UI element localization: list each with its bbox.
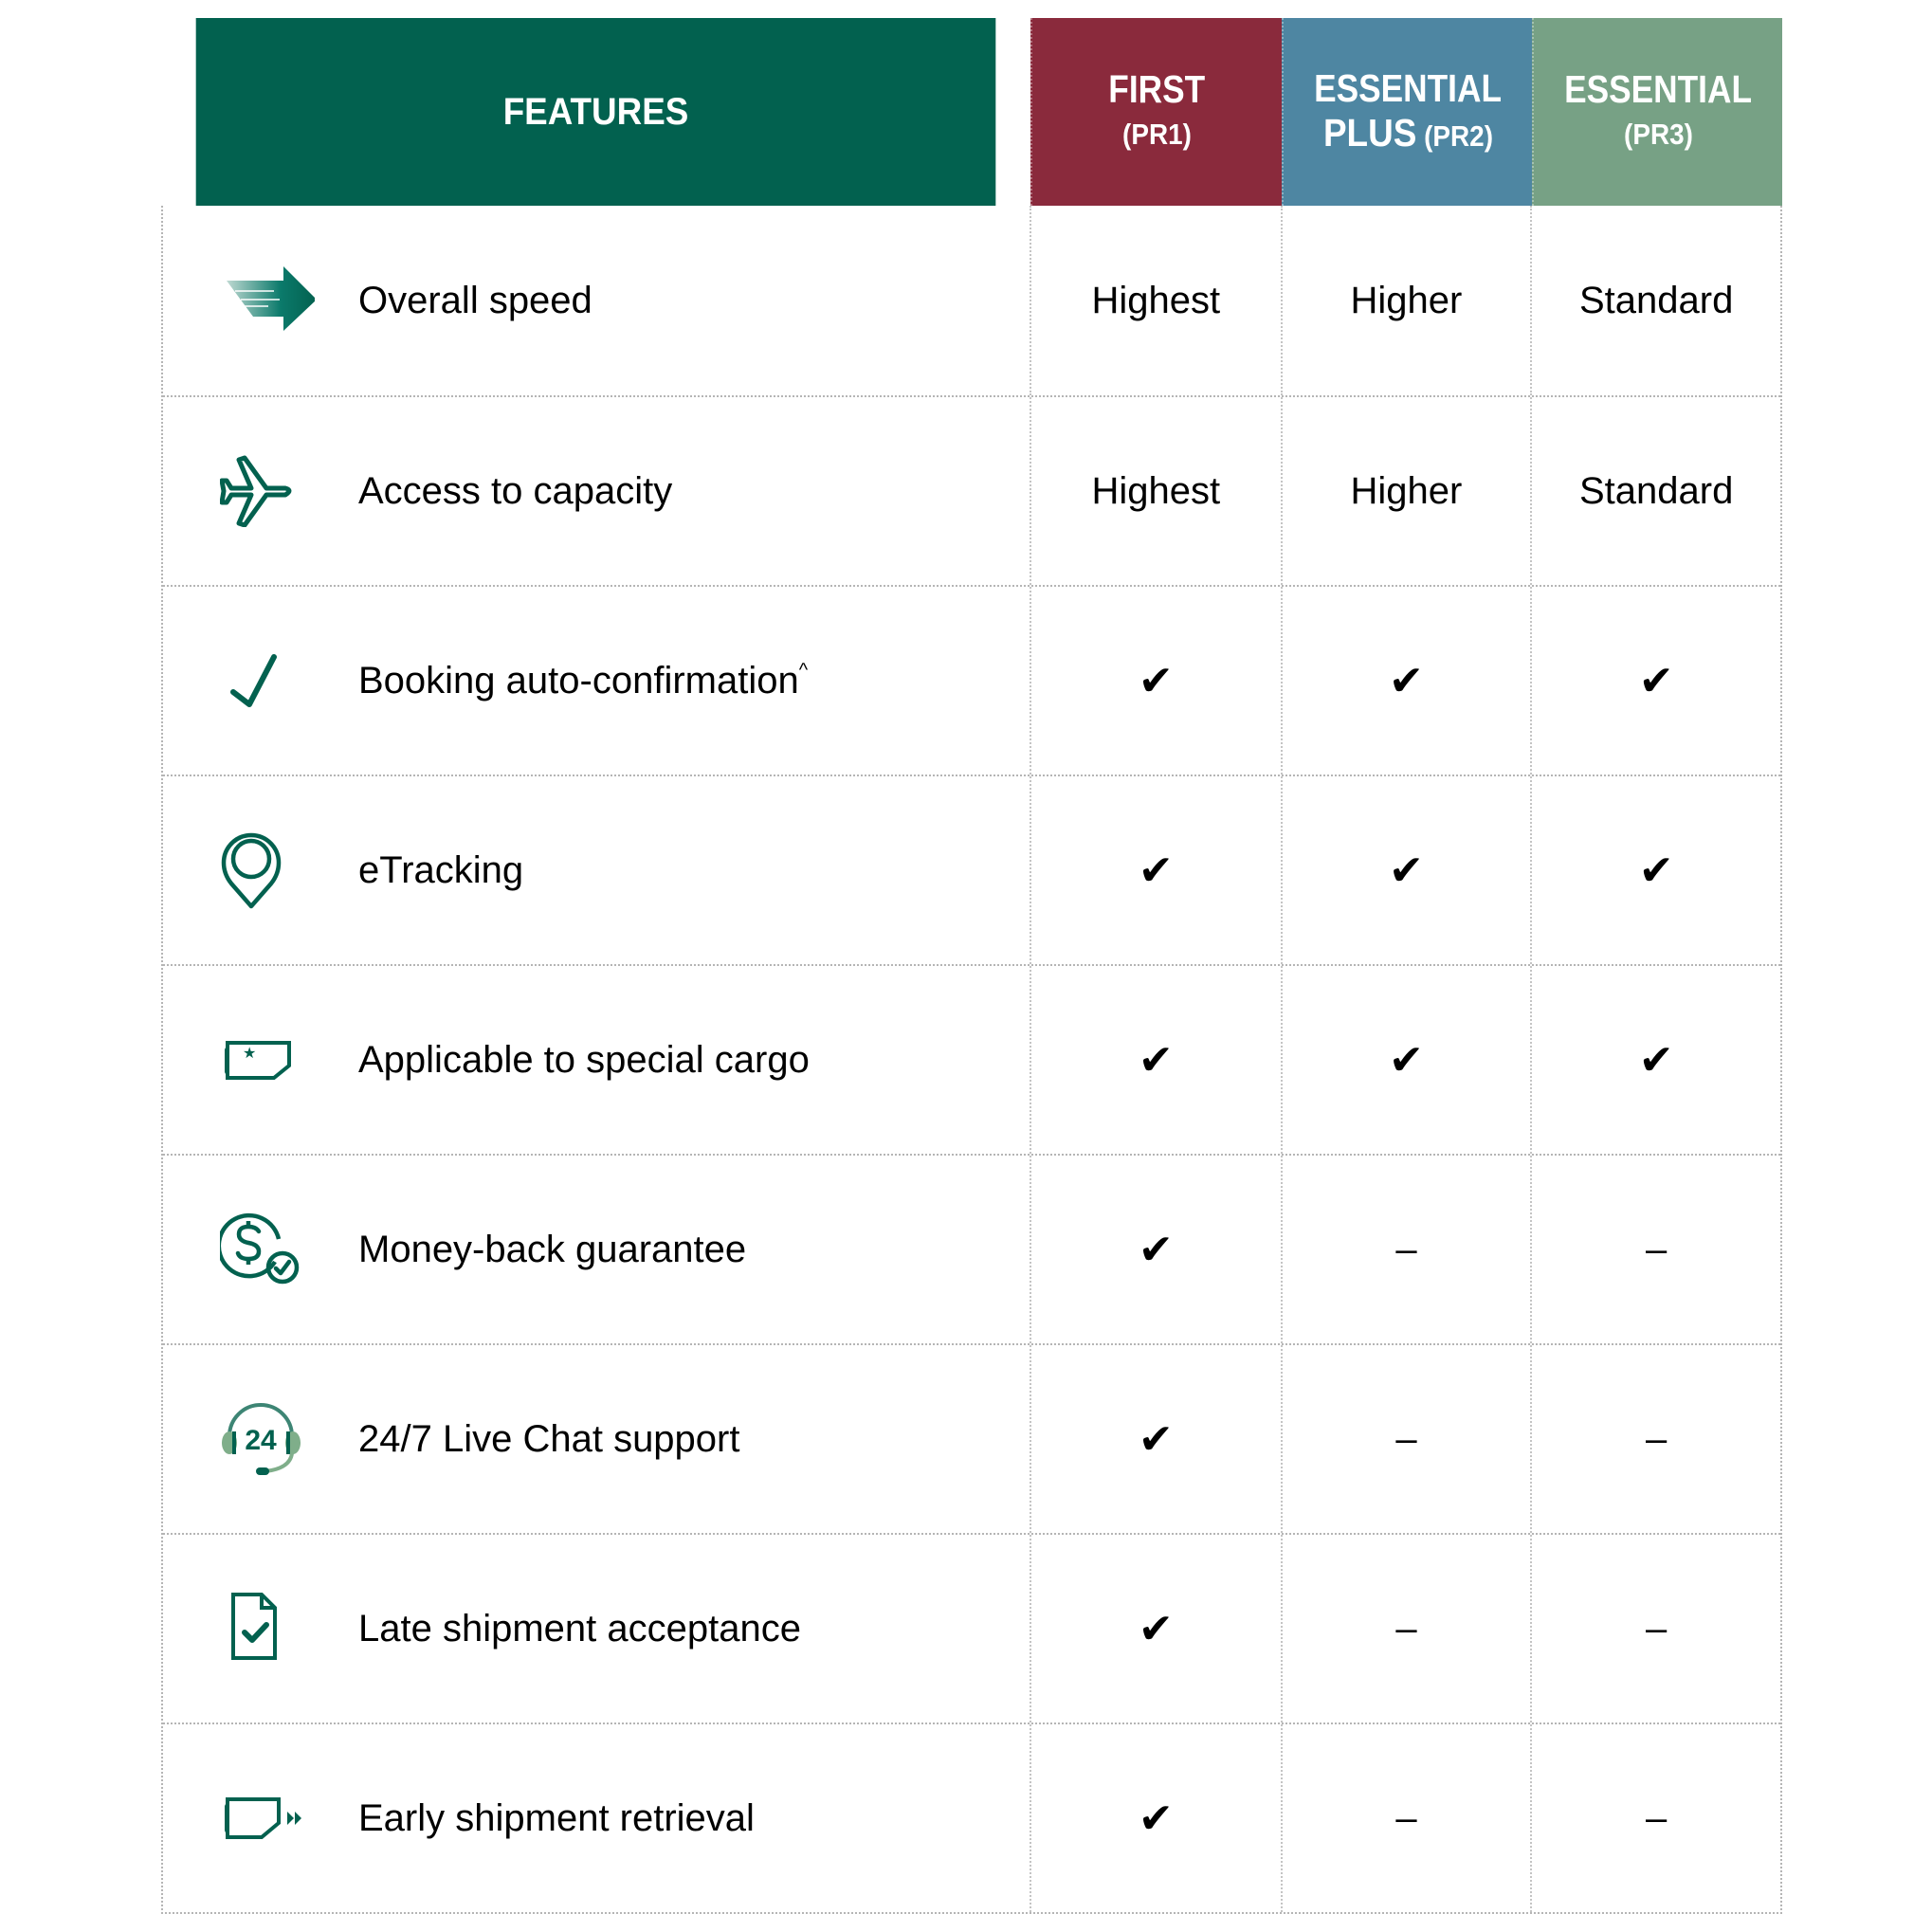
table-row bbox=[163, 1343, 1780, 1533]
not-included-dash: – bbox=[1646, 1796, 1668, 1839]
essential-value-cell bbox=[1530, 1345, 1780, 1533]
first-value-cell bbox=[1030, 1724, 1281, 1912]
location-pin-icon bbox=[220, 823, 324, 918]
first-value-cell bbox=[1030, 966, 1281, 1154]
feature-label bbox=[358, 849, 523, 892]
early-retrieval-tag-icon bbox=[220, 1771, 324, 1866]
value-text: Standard bbox=[1578, 469, 1734, 512]
table-row bbox=[163, 206, 1780, 395]
feature-label bbox=[358, 280, 592, 322]
essential-value-cell bbox=[1530, 1156, 1780, 1343]
feature-text: Overall speed bbox=[358, 279, 592, 321]
not-included-dash: – bbox=[1646, 1228, 1668, 1270]
value-text: Higher bbox=[1350, 469, 1463, 512]
included-check-icon: ✔ bbox=[1389, 656, 1424, 705]
included-check-icon: ✔ bbox=[1138, 1414, 1174, 1464]
feature-cell bbox=[163, 776, 1030, 964]
essential-value-cell bbox=[1530, 397, 1780, 585]
feature-text: Booking auto-confirmation bbox=[358, 659, 799, 702]
value-text: Higher bbox=[1350, 279, 1463, 321]
svg-text:★: ★ bbox=[243, 1044, 257, 1062]
feature-text: Applicable to special cargo bbox=[358, 1038, 810, 1081]
plan-comparison-table bbox=[161, 18, 1782, 1914]
value-text: Standard bbox=[1578, 279, 1734, 321]
included-check-icon: ✔ bbox=[1638, 846, 1674, 895]
table-row bbox=[163, 775, 1780, 964]
essential-plus-value-cell bbox=[1281, 1345, 1531, 1533]
essential-value-cell bbox=[1530, 776, 1780, 964]
essential-value-cell bbox=[1530, 1535, 1780, 1722]
first-value-cell bbox=[1030, 776, 1281, 964]
essential-plus-plan-line2 bbox=[1322, 111, 1492, 158]
essential-plus-plan-name2: PLUS bbox=[1322, 110, 1416, 155]
feature-text: 24/7 Live Chat support bbox=[358, 1417, 740, 1460]
included-check-icon: ✔ bbox=[1138, 1035, 1174, 1084]
headset-24-icon bbox=[220, 1392, 324, 1486]
feature-text: Access to capacity bbox=[358, 469, 673, 512]
essential-plan-name: ESSENTIAL bbox=[1564, 67, 1752, 111]
included-check-icon: ✔ bbox=[1389, 1035, 1424, 1084]
not-included-dash: – bbox=[1646, 1607, 1668, 1649]
feature-cell bbox=[163, 587, 1030, 775]
feature-cell bbox=[163, 397, 1030, 585]
essential-plus-value-cell bbox=[1281, 397, 1531, 585]
not-included-dash: – bbox=[1395, 1228, 1417, 1270]
feature-label bbox=[358, 660, 808, 702]
not-included-dash: – bbox=[1395, 1796, 1417, 1839]
first-plan-code: (PR1) bbox=[1122, 118, 1192, 151]
feature-label bbox=[358, 1418, 739, 1461]
money-back-icon bbox=[220, 1202, 324, 1297]
first-plan-name: FIRST bbox=[1108, 67, 1206, 111]
feature-cell bbox=[163, 206, 1030, 395]
first-value-cell bbox=[1030, 206, 1281, 395]
not-included-dash: – bbox=[1646, 1417, 1668, 1460]
essential-plus-value-cell bbox=[1281, 206, 1531, 395]
feature-cell bbox=[163, 1156, 1030, 1343]
essential-value-cell bbox=[1530, 206, 1780, 395]
feature-cell bbox=[163, 966, 1030, 1154]
special-cargo-tag-icon bbox=[220, 1012, 324, 1107]
essential-plan-code: (PR3) bbox=[1623, 118, 1693, 151]
essential-value-cell bbox=[1530, 966, 1780, 1154]
feature-label bbox=[358, 1229, 746, 1271]
included-check-icon: ✔ bbox=[1138, 1604, 1174, 1653]
included-check-icon: ✔ bbox=[1138, 846, 1174, 895]
table-row bbox=[163, 1722, 1780, 1912]
first-value-cell bbox=[1030, 1535, 1281, 1722]
feature-text: eTracking bbox=[358, 848, 524, 891]
first-plan-header bbox=[1030, 18, 1282, 206]
feature-footnote: ^ bbox=[798, 659, 809, 681]
table-row bbox=[163, 1154, 1780, 1343]
table-header bbox=[161, 18, 1782, 206]
essential-plus-value-cell bbox=[1281, 1156, 1531, 1343]
included-check-icon: ✔ bbox=[1389, 846, 1424, 895]
table-row bbox=[163, 964, 1780, 1154]
essential-plus-value-cell bbox=[1281, 1535, 1531, 1722]
feature-label bbox=[358, 1608, 801, 1650]
checkmark-icon bbox=[220, 633, 324, 728]
feature-text: Money-back guarantee bbox=[358, 1228, 747, 1270]
not-included-dash: – bbox=[1395, 1607, 1417, 1649]
essential-value-cell bbox=[1530, 587, 1780, 775]
feature-cell bbox=[163, 1535, 1030, 1722]
essential-plus-value-cell bbox=[1281, 587, 1531, 775]
table-body bbox=[161, 206, 1782, 1914]
first-value-cell bbox=[1030, 1156, 1281, 1343]
table-row bbox=[163, 585, 1780, 775]
essential-plus-plan-name: ESSENTIAL bbox=[1314, 65, 1502, 110]
essential-plus-plan-code: (PR2) bbox=[1423, 118, 1493, 153]
essential-plus-plan-header bbox=[1282, 18, 1532, 206]
value-text: Highest bbox=[1091, 469, 1221, 512]
features-column-header bbox=[196, 18, 996, 206]
not-included-dash: – bbox=[1395, 1417, 1417, 1460]
airplane-icon bbox=[220, 444, 324, 538]
feature-text: Early shipment retrieval bbox=[358, 1796, 755, 1839]
included-check-icon: ✔ bbox=[1638, 1035, 1674, 1084]
essential-value-cell bbox=[1530, 1724, 1780, 1912]
feature-label bbox=[358, 1039, 810, 1082]
value-text: Highest bbox=[1091, 279, 1221, 321]
included-check-icon: ✔ bbox=[1638, 656, 1674, 705]
included-check-icon: ✔ bbox=[1138, 1225, 1174, 1274]
first-value-cell bbox=[1030, 397, 1281, 585]
feature-cell bbox=[163, 1345, 1030, 1533]
features-header-label: FEATURES bbox=[502, 90, 689, 133]
first-value-cell bbox=[1030, 587, 1281, 775]
feature-label bbox=[358, 1797, 755, 1840]
essential-plan-header bbox=[1532, 18, 1782, 206]
feature-label bbox=[358, 470, 672, 513]
included-check-icon: ✔ bbox=[1138, 656, 1174, 705]
table-row bbox=[163, 1533, 1780, 1722]
feature-text: Late shipment acceptance bbox=[358, 1607, 801, 1649]
essential-plus-value-cell bbox=[1281, 1724, 1531, 1912]
first-value-cell bbox=[1030, 1345, 1281, 1533]
included-check-icon: ✔ bbox=[1138, 1794, 1174, 1843]
essential-plus-value-cell bbox=[1281, 776, 1531, 964]
essential-plus-value-cell bbox=[1281, 966, 1531, 1154]
document-check-icon bbox=[220, 1581, 324, 1676]
table-row bbox=[163, 395, 1780, 585]
feature-cell bbox=[163, 1724, 1030, 1912]
svg-text:24: 24 bbox=[245, 1425, 277, 1456]
speed-arrow-icon bbox=[220, 253, 324, 348]
